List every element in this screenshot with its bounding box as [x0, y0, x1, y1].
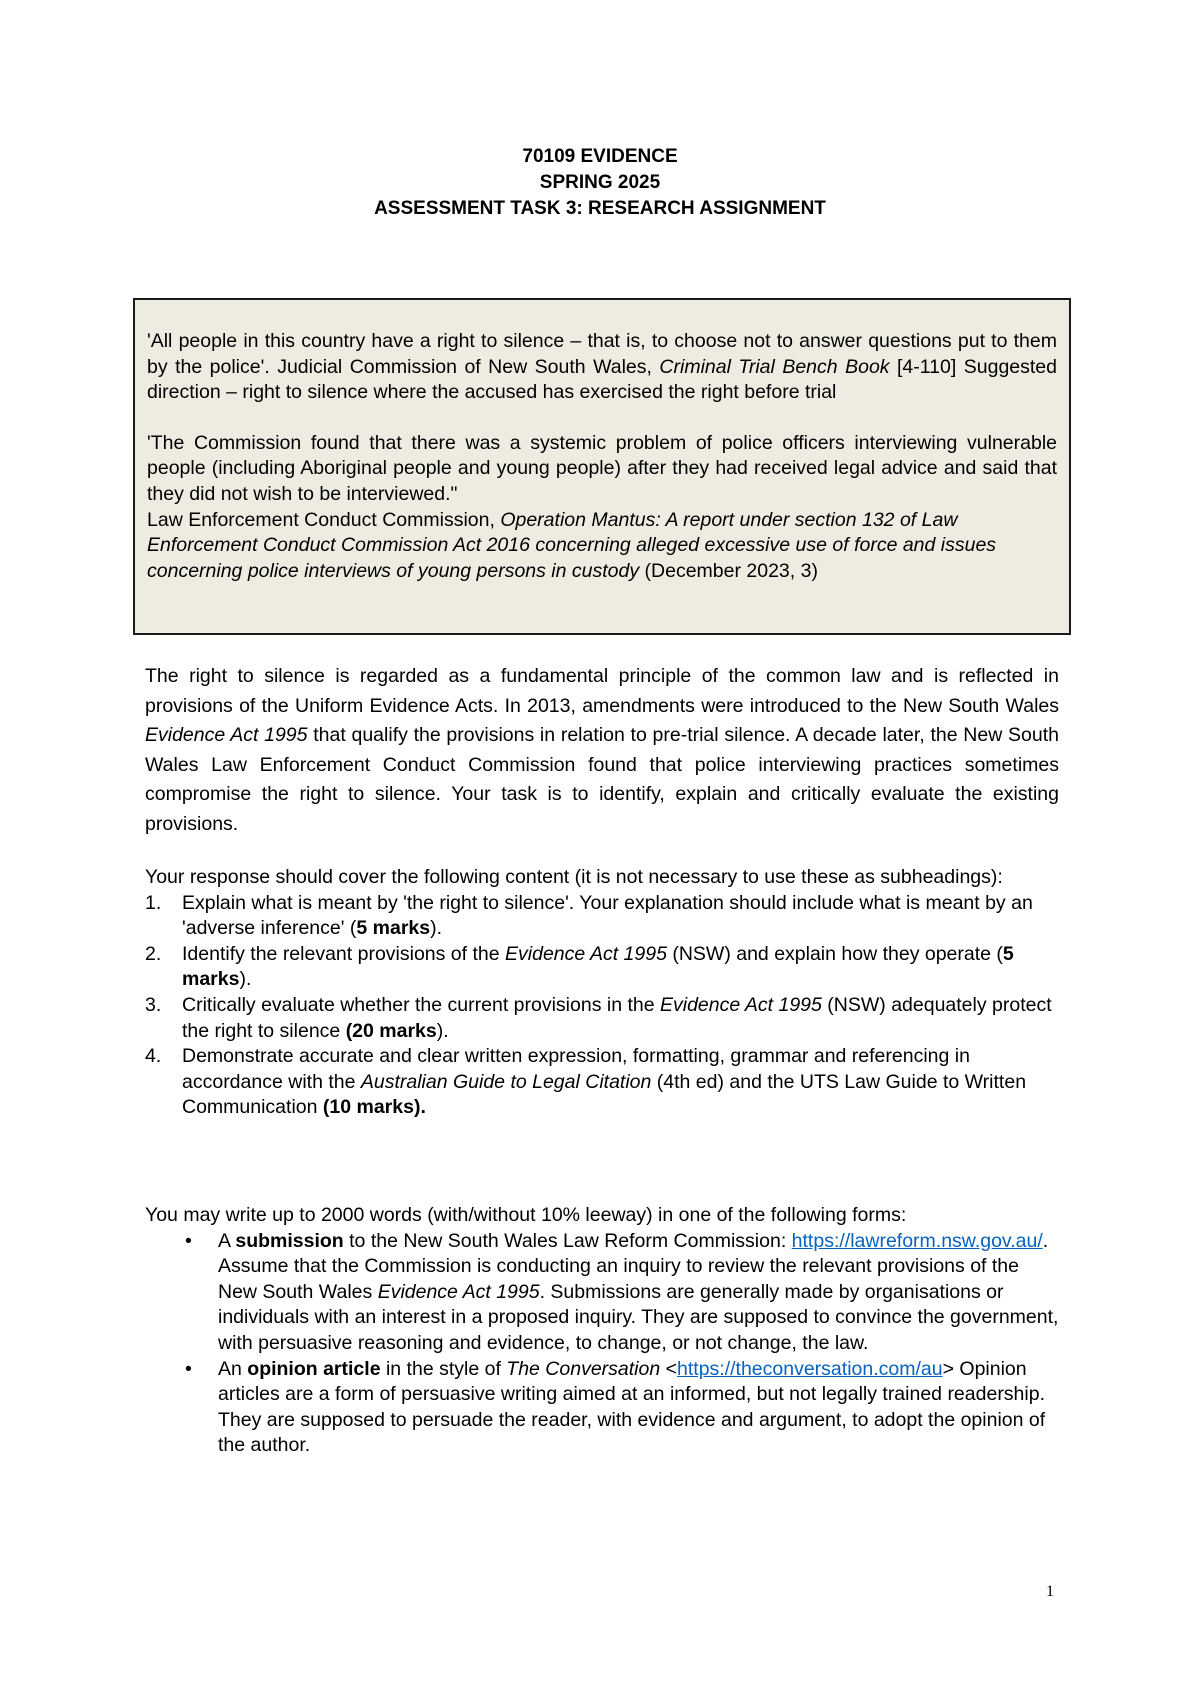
page-number: 1 [1046, 1583, 1054, 1600]
option-opinion-article: • An opinion article in the style of The Conversation <https://theconversation.com/au> Opinion articles are a form of persuasive writing aimed at an informed, but not legally trained readership. They are supposed to persuade the reader, with evidence and argument, to adopt the opinion of the author. [185, 1357, 1046, 1457]
course-title: 70109 EVIDENCE [522, 146, 678, 167]
marks: (20 marks [345, 1019, 437, 1042]
bench-book-title: Criminal Trial Bench Book [659, 355, 890, 378]
task-list [145, 891, 1059, 1121]
quote-citation: Law Enforcement Conduct Commission, Operation Mantus: A report under section 132 of Law Enforcement Conduct Commission Act 2016 concerning alleged excessive use of force and issues concerning police interviews of young persons in custody (December 2023, 3) [147, 508, 997, 582]
forms-lead: You may write up to 2000 words (with/without 10% leeway) in one of the following forms: [145, 1204, 907, 1226]
task-item: 2. Identify the relevant provisions of the Evidence Act 1995 (NSW) and explain how they operate (5 marks). [145, 942, 1014, 991]
content-requirements [145, 865, 1059, 1121]
task-item: 4. Demonstrate accurate and clear written expression, formatting, grammar and referencing in accordance with the Australian Guide to Legal Citation (4th ed) and the UTS Law Guide to Written Communication (10 marks). [145, 1045, 1027, 1119]
quote-box [133, 298, 1071, 635]
quote-commission: 'The Commission found that there was a systemic problem of police officers interviewing vulnerable people (including Aboriginal people and young people) after they had received legal advice and said that they did not wish to be interviewed." [147, 431, 1057, 505]
document-header [0, 144, 1200, 222]
marks: (10 marks). [322, 1096, 426, 1119]
form-options-list [145, 1229, 1059, 1459]
report-title: Operation Mantus: A report under section 132 of Law Enforcement Conduct Commission Act 2016 concerning alleged excessive use of force and issues concerning police interviews of young persons in custody [147, 508, 997, 582]
conversation-link[interactable]: https://theconversation.com/au [677, 1357, 943, 1380]
option-submission: • A submission to the New South Wales Law Reform Commission: https://lawreform.nsw.gov.au/. Assume that the Commission is conducting an inquiry to review the relevant provisions of the New South Wales Evidence Act 1995. Submissions are generally made by organisations or individuals with an interest in a proposed inquiry. They are supposed to convince the government, with persuasive reasoning and evidence, to change, or not change, the law. [185, 1229, 1059, 1354]
intro-paragraph: The right to silence is regarded as a fundamental principle of the common law and is reflected in provisions of the Uniform Evidence Acts. In 2013, amendments were introduced to the New South Wales Evidence Act 1995 that qualify the provisions in relation to pre-trial silence. A decade later, the New South Wales Law Enforcement Conduct Commission found that police interviewing practices sometimes compromise the right to silence. Your task is to identify, explain and critically evaluate the existing provisions. [145, 665, 1059, 835]
quote-bench-book: 'All people in this country have a right to silence – that is, to choose not to answer questions put to them by the police'. Judicial Commission of New South Wales, Criminal Trial Bench Book [4-110] Suggested direction – right to silence where the accused has exercised the right before trial [147, 330, 1057, 404]
bullet-icon: • [185, 1357, 192, 1380]
task-item: 3. Critically evaluate whether the current provisions in the Evidence Act 1995 (NSW) adequately protect the right to silence (20 marks). [145, 993, 1052, 1042]
semester: SPRING 2025 [539, 172, 661, 193]
marks: 5 marks [356, 917, 431, 940]
marks: 5 marks [182, 942, 1014, 991]
task-item: 1. Explain what is meant by 'the right to silence'. Your explanation should include what is meant by an 'adverse inference' (5 marks). [145, 891, 1033, 940]
submission-forms [145, 1203, 1059, 1459]
bullet-icon: • [185, 1229, 192, 1252]
assessment-title: ASSESSMENT TASK 3: RESEARCH ASSIGNMENT [374, 198, 826, 219]
act-title: Evidence Act 1995 [145, 724, 308, 746]
content-lead: Your response should cover the following content (it is not necessary to use these as subheadings): [145, 866, 1003, 888]
lawreform-link[interactable]: https://lawreform.nsw.gov.au/ [791, 1229, 1043, 1252]
